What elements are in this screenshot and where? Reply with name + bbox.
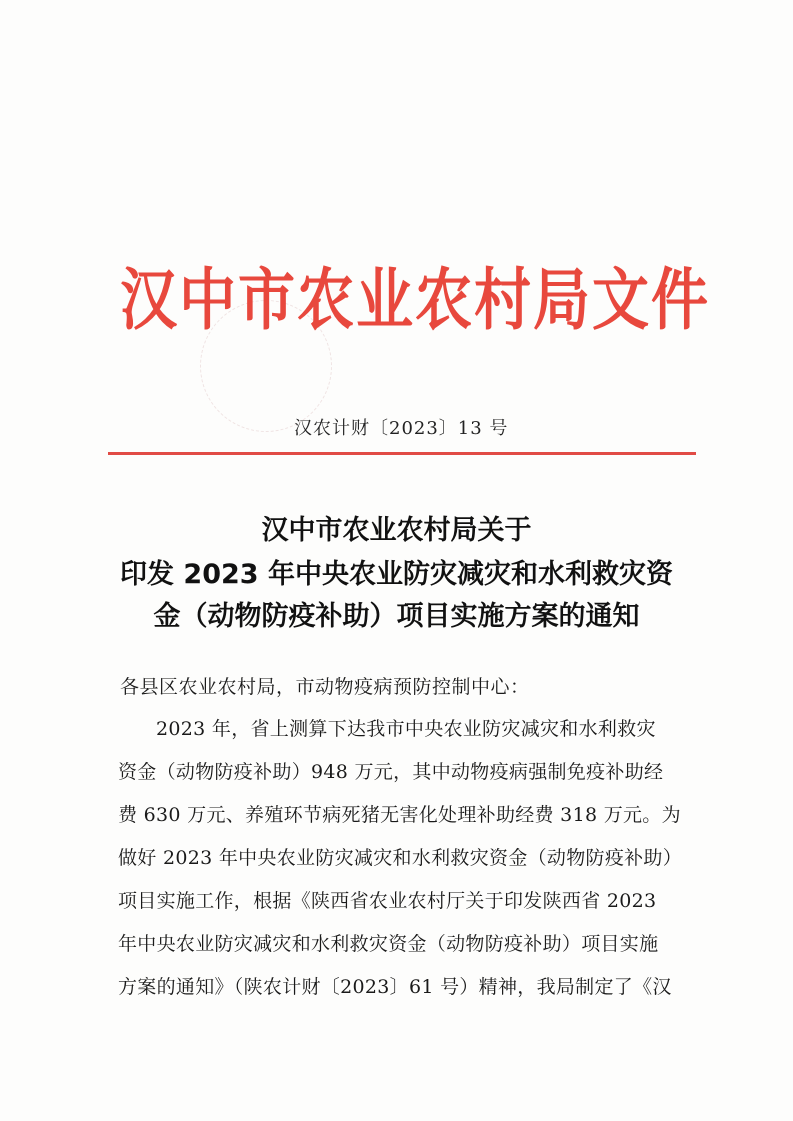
document-title-line-3: 金（动物防疫补助）项目实施方案的通知 — [153, 601, 640, 632]
document-number: 汉农计财〔2023〕13 号 — [294, 418, 509, 439]
body-paragraph-line: 资金（动物防疫补助）948 万元，其中动物疫病强制免疫补助经 — [118, 761, 664, 783]
red-separator-line — [108, 452, 696, 455]
body-paragraph-line: 项目实施工作，根据《陕西省农业农村厅关于印发陕西省 2023 — [118, 890, 657, 912]
document-masthead: 汉中市农业农村局文件 — [120, 260, 710, 340]
document-title-line-2: 印发 2023 年中央农业防灾减灾和水利救灾资 — [120, 559, 673, 590]
body-paragraph-line: 年中央农业防灾减灾和水利救灾资金（动物防疫补助）项目实施 — [118, 933, 659, 955]
body-paragraph-line: 费 630 万元、养殖环节病死猪无害化处理补助经费 318 万元。为 — [118, 804, 681, 826]
body-paragraph-line: 方案的通知》（陕农计财〔2023〕61 号）精神，我局制定了《汉 — [118, 976, 672, 998]
salutation: 各县区农业农村局，市动物疫病预防控制中心： — [120, 676, 530, 698]
body-paragraph-line: 2023 年，省上测算下达我市中央农业防灾减灾和水利救灾 — [156, 718, 656, 740]
document-title-line-1: 汉中市农业农村局关于 — [261, 515, 532, 546]
body-paragraph-line: 做好 2023 年中央农业防灾减灾和水利救灾资金（动物防疫补助） — [118, 847, 683, 869]
